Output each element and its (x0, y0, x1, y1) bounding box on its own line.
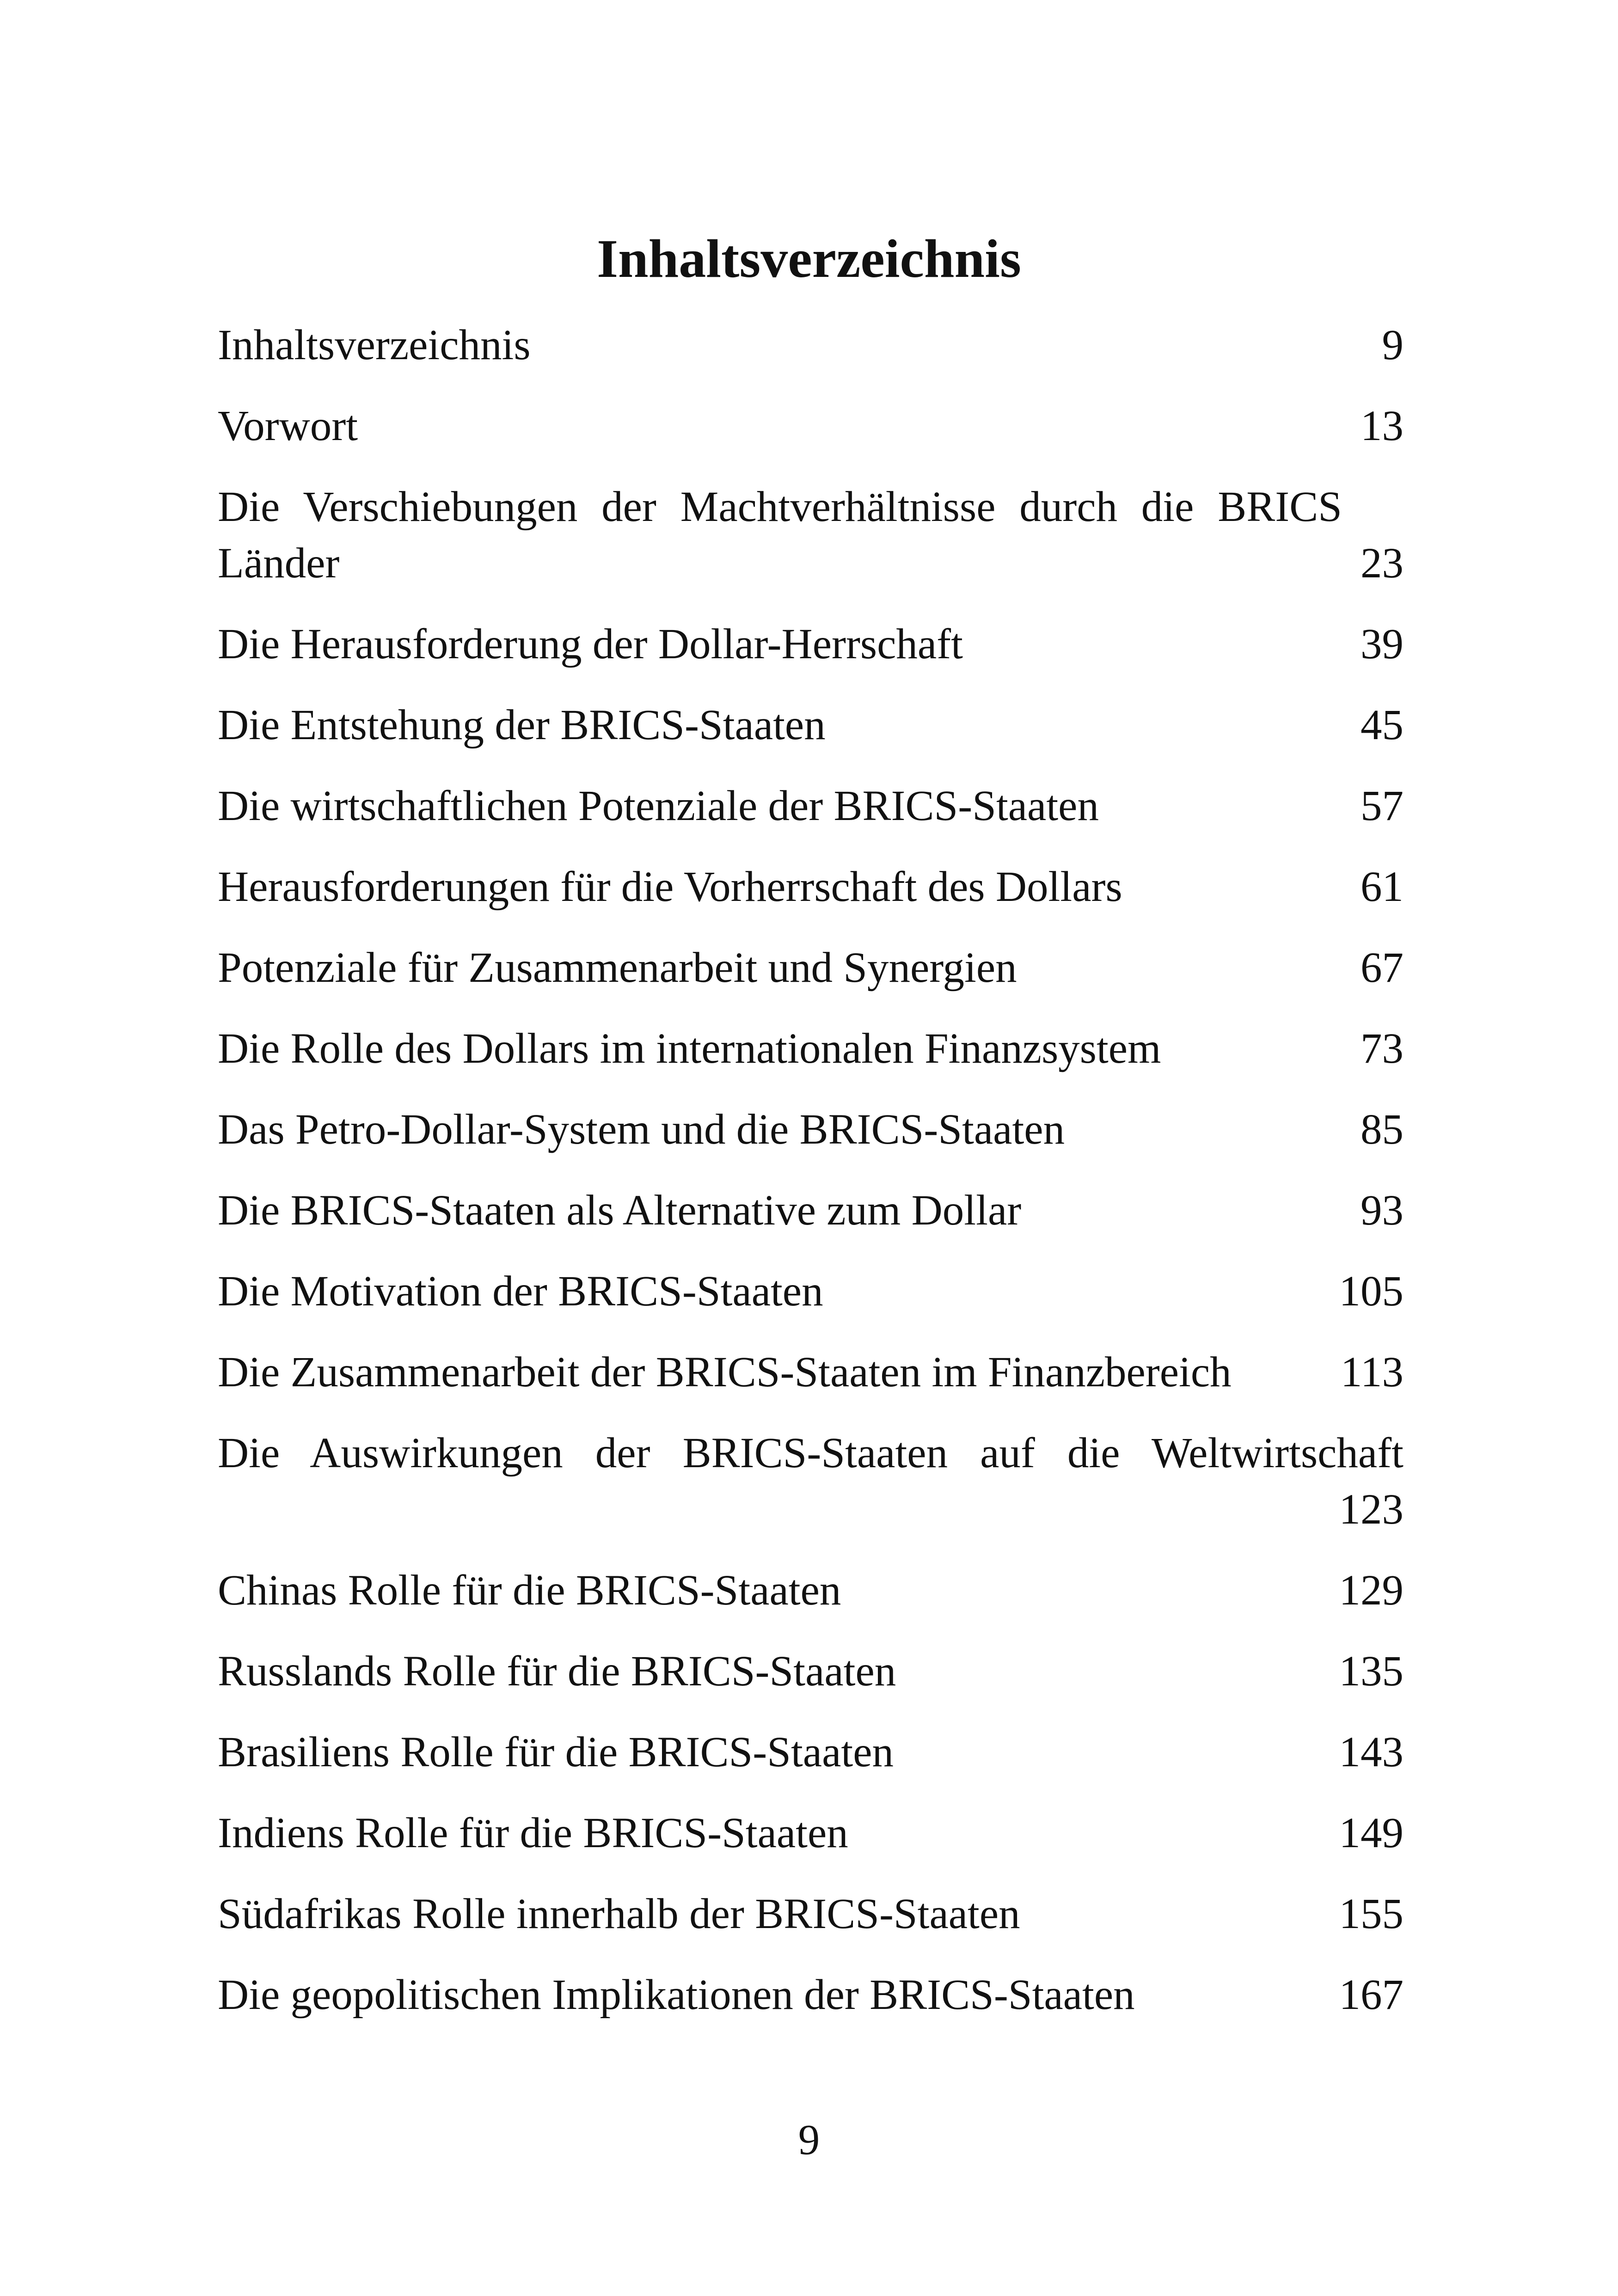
toc-entry-title: Die Entstehung der BRICS-Staaten (218, 701, 826, 749)
toc-entry (218, 1263, 1403, 1320)
toc-entry (218, 1344, 1403, 1401)
toc-entry-page: 143 (1339, 1728, 1403, 1776)
toc-entry (218, 1724, 1403, 1781)
toc-entry-title: Die Zusammenarbeit der BRICS-Staaten im Finanzbereich (218, 1348, 1232, 1396)
toc-entry-page: 23 (1361, 539, 1403, 587)
toc-entry-title: Das Petro-Dollar-System und die BRICS-Staaten (218, 1106, 1065, 1153)
page-number: 9 (798, 2116, 820, 2164)
table-of-contents (218, 317, 1403, 2048)
toc-entry (218, 1562, 1403, 1619)
toc-entry (218, 697, 1403, 753)
toc-entry-page: 167 (1339, 1971, 1403, 2019)
toc-entry (218, 317, 1403, 373)
toc-entry-title: Indiens Rolle für die BRICS-Staaten (218, 1809, 848, 1857)
toc-entry-title: Südafrikas Rolle innerhalb der BRICS-Staaten (218, 1890, 1020, 1938)
toc-entry-page: 113 (1340, 1348, 1403, 1396)
toc-entry (218, 1182, 1403, 1239)
toc-entry (218, 940, 1403, 996)
toc-entry-page: 85 (1361, 1106, 1403, 1153)
toc-entry-page: 155 (1339, 1890, 1403, 1938)
toc-entry-page: 135 (1339, 1647, 1403, 1695)
toc-entry-title: Brasiliens Rolle für die BRICS-Staaten (218, 1728, 894, 1776)
toc-entry-page: 123 (1339, 1486, 1403, 1533)
toc-entry-title: Die Motivation der BRICS-Staaten (218, 1267, 823, 1315)
toc-entry (218, 1102, 1403, 1158)
toc-entry-title: Die geopolitischen Implikationen der BRICS-Staaten (218, 1971, 1135, 2019)
toc-entry (218, 1805, 1403, 1861)
toc-entry-page: 73 (1361, 1025, 1403, 1072)
toc-entry-title: Die BRICS-Staaten als Alternative zum Dollar (218, 1187, 1022, 1234)
toc-entry-title: Die Rolle des Dollars im internationalen Finanzsystem (218, 1025, 1161, 1072)
toc-entry-page: 45 (1361, 701, 1403, 749)
toc-entry-title: Russlands Rolle für die BRICS-Staaten (218, 1647, 896, 1695)
toc-entry-title: Chinas Rolle für die BRICS-Staaten (218, 1567, 841, 1614)
toc-entry (218, 1425, 1403, 1538)
toc-entry-page: 149 (1339, 1809, 1403, 1857)
toc-entry (218, 616, 1403, 673)
toc-entry-page: 57 (1361, 782, 1403, 830)
toc-entry-page: 9 (1382, 321, 1403, 369)
toc-entry-title: Die Auswirkungen der BRICS-Staaten auf die Weltwirtschaft (218, 1429, 1403, 1477)
toc-entry (218, 398, 1403, 454)
toc-entry (218, 1967, 1403, 2023)
toc-entry (218, 1643, 1403, 1700)
toc-entry-page: 67 (1361, 944, 1403, 992)
toc-entry-page: 93 (1361, 1187, 1403, 1234)
toc-entry-page: 61 (1361, 863, 1403, 911)
toc-entry-title: Die Herausforderung der Dollar-Herrschaft (218, 620, 963, 668)
toc-entry (218, 1886, 1403, 1942)
toc-entry-title: Vorwort (218, 402, 358, 450)
toc-entry-title: Potenziale für Zusammenarbeit und Synergien (218, 944, 1017, 992)
toc-entry-title: Herausforderungen für die Vorherrschaft des Dollars (218, 863, 1122, 911)
toc-entry (218, 1021, 1403, 1077)
toc-entry-page: 129 (1339, 1567, 1403, 1614)
page-title: Inhaltsverzeichnis (597, 228, 1021, 289)
toc-entry-title: Inhaltsverzeichnis (218, 321, 531, 369)
toc-entry (218, 778, 1403, 834)
toc-entry-page: 105 (1339, 1267, 1403, 1315)
toc-entry (218, 479, 1403, 592)
toc-entry-title: Die wirtschaftlichen Potenziale der BRICS-Staaten (218, 782, 1099, 830)
toc-entry (218, 859, 1403, 915)
toc-entry-page: 13 (1361, 402, 1403, 450)
toc-entry-title: Die Verschiebungen der Machtverhältnisse durch die BRICS Länder (218, 483, 1342, 587)
toc-entry-page: 39 (1361, 620, 1403, 668)
